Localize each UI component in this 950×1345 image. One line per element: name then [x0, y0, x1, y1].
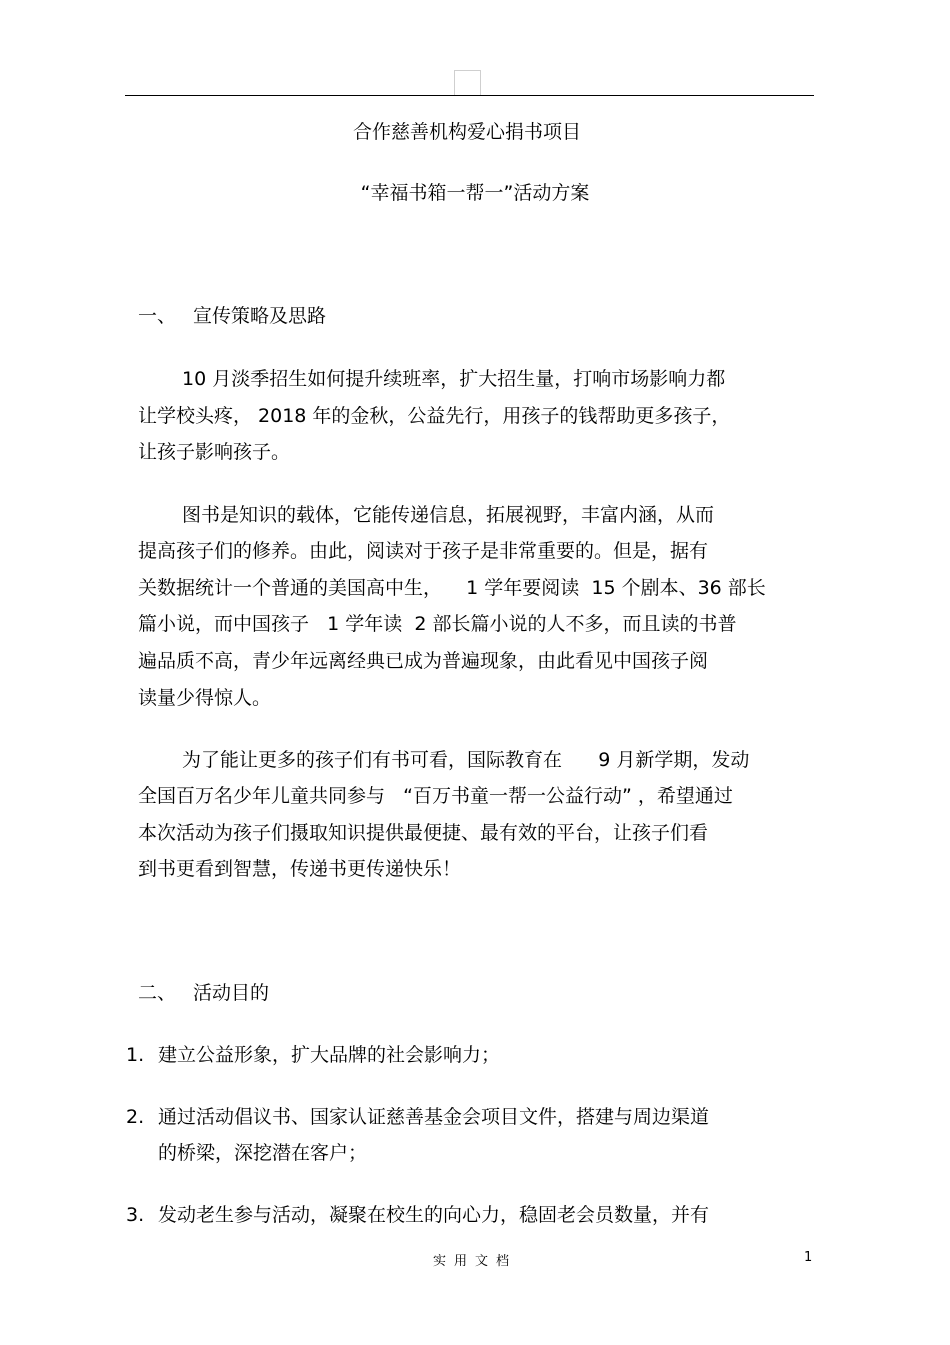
- paragraph-2-line: 遍品质不高，青少年远离经典已成为普遍现象，由此看见中国孩子阅: [138, 650, 709, 672]
- document-title: 合作慈善机构爱心捐书项目: [352, 121, 581, 143]
- section-2-number: 二、: [138, 982, 177, 1004]
- paragraph-2-line: 关数据统计一个普通的美国高中生， 1 学年要阅读 15 个剧本、36 部长: [138, 577, 766, 599]
- paragraph-1-line: 让学校头疼， 2018 年的金秋，公益先行，用孩子的钱帮助更多孩子，: [138, 405, 731, 427]
- header-tab-box: [454, 70, 481, 95]
- list-item-text: 建立公益形象，扩大品牌的社会影响力；: [158, 1044, 501, 1066]
- paragraph-2-line: 篇小说，而中国孩子 1 学年读 2 部长篇小说的人不多，而且读的书普: [138, 613, 737, 635]
- paragraph-1-line: 10 月淡季招生如何提升续班率，扩大招生量，打响市场影响力都: [182, 368, 726, 390]
- list-item-text: 发动老生参与活动，凝聚在校生的向心力，稳固老会员数量，并有: [158, 1204, 710, 1226]
- paragraph-2-line: 图书是知识的载体，它能传递信息，拓展视野，丰富内涵，从而: [182, 504, 715, 526]
- footer-label: 实用文档: [432, 1254, 517, 1269]
- paragraph-3-line: 全国百万名少年儿童共同参与 “百万书童一帮一公益行动” ，希望通过: [138, 785, 733, 807]
- section-1-number: 一、: [138, 305, 177, 327]
- paragraph-1-line: 让孩子影响孩子。: [138, 441, 291, 463]
- document-subtitle: “幸福书箱一帮一”活动方案: [360, 182, 590, 204]
- list-item-number: 2.: [126, 1106, 145, 1128]
- header-rule: [125, 95, 814, 96]
- list-item-number: 1.: [126, 1044, 145, 1066]
- paragraph-3-line: 到书更看到智慧，传递书更传递快乐！: [138, 858, 462, 880]
- section-2-title: 活动目的: [193, 982, 270, 1004]
- list-item-continuation: 的桥梁，深挖潜在客户；: [158, 1142, 368, 1164]
- section-1-title: 宣传策略及思路: [193, 305, 327, 327]
- paragraph-2-line: 读量少得惊人。: [138, 687, 272, 709]
- paragraph-3-line: 为了能让更多的孩子们有书可看，国际教育在 9 月新学期，发动: [182, 749, 750, 771]
- list-item-number: 3.: [126, 1204, 145, 1226]
- paragraph-2-line: 提高孩子们的修养。由此，阅读对于孩子是非常重要的。但是，据有: [138, 540, 709, 562]
- paragraph-3-line: 本次活动为孩子们摄取知识提供最便捷、最有效的平台，让孩子们看: [138, 822, 709, 844]
- page-number: 1: [804, 1250, 813, 1265]
- list-item-text: 通过活动倡议书、国家认证慈善基金会项目文件，搭建与周边渠道: [158, 1106, 710, 1128]
